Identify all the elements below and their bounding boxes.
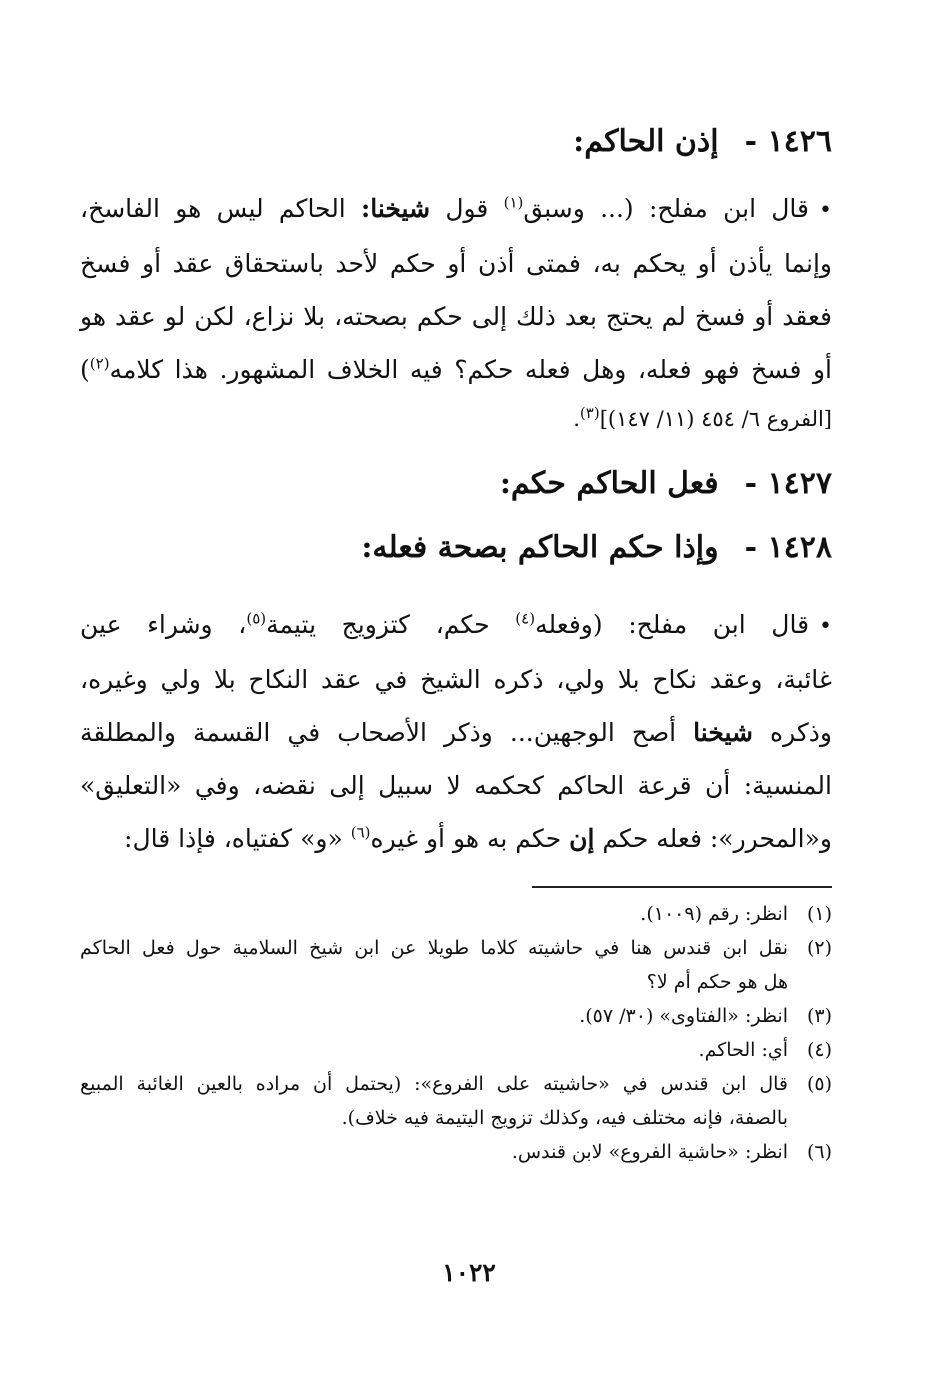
footnote-text xyxy=(80,931,788,999)
footnote-marker[interactable]: (١) xyxy=(503,193,524,212)
footnote-number: (٢) xyxy=(806,937,832,959)
footnote xyxy=(80,897,832,931)
text-line: وإنما يأذن أو يحكم به، فمتى أذن أو حكم لأحد باستحقاق عقد أو فسخ xyxy=(80,249,832,278)
footnote-number: (٤) xyxy=(806,1039,832,1061)
emphasis-text: شيخنا: xyxy=(361,194,431,223)
heading-number: ١٤٢٨ - xyxy=(744,530,832,565)
footnote-line: انظر: رقم (١٠٠٩). xyxy=(640,903,788,925)
footnote-text xyxy=(80,999,788,1033)
footnote-marker[interactable]: (٦) xyxy=(350,823,371,842)
text-run: قول xyxy=(430,194,504,223)
text-line xyxy=(80,343,832,396)
footnote-line: أي: الحاكم. xyxy=(698,1039,788,1061)
footnote-line: بالصفة، فإنه مختلف فيه، وكذلك تزويج اليتيمة فيه خلاف). xyxy=(341,1107,788,1129)
text-line xyxy=(80,812,832,865)
text-run: أصح الوجهين... وذكر الأصحاب في القسمة والمطلقة xyxy=(80,718,694,747)
footnote-number: (١) xyxy=(806,903,832,925)
footnote-text xyxy=(80,897,788,931)
footnote-divider xyxy=(532,886,832,888)
heading-title: فعل الحاكم حكم: xyxy=(499,466,719,501)
text-run: ) xyxy=(80,355,90,384)
heading-title: إذن الحاكم: xyxy=(573,124,719,159)
footnote-line: انظر: «الفتاوى» (٣٠/ ٥٧). xyxy=(579,1005,788,1027)
bullet-icon: • xyxy=(819,198,832,223)
page-body xyxy=(80,110,832,865)
text-run: «و» كفتياه، فإذا قال: xyxy=(124,824,351,853)
footnotes xyxy=(80,897,832,1169)
footnote-number: (٦) xyxy=(806,1141,832,1163)
text-line xyxy=(80,182,832,237)
text-run: قال ابن مفلح: (... وسبق xyxy=(523,194,810,223)
text-line xyxy=(80,598,832,653)
bullet-icon: • xyxy=(819,614,832,639)
text-run: . xyxy=(573,407,580,431)
footnote xyxy=(80,1067,832,1135)
page-number: ١٠٢٢ xyxy=(442,1258,496,1287)
text-run: ، وشراء عين xyxy=(80,610,247,639)
heading-number: ١٤٢٦ - xyxy=(744,124,832,159)
source-reference: [الفروع ٦/ ٤٥٤ (١١/ ١٤٧)] xyxy=(599,407,832,431)
footnote-marker[interactable]: (٢) xyxy=(89,354,110,373)
footnote-marker[interactable]: (٣) xyxy=(579,404,600,422)
text-line: المنسية: أن قرعة الحاكم كحكمه لا سبيل إلى نقضه، وفي «التعليق» xyxy=(80,771,832,800)
footnote-line: انظر: «حاشية الفروع» لابن قندس. xyxy=(511,1141,788,1163)
text-run: قال ابن مفلح: (وفعله xyxy=(535,610,810,639)
footnote xyxy=(80,931,832,999)
paragraph-1428 xyxy=(80,598,832,865)
heading-1426 xyxy=(80,110,832,174)
footnote xyxy=(80,1033,832,1067)
footnote xyxy=(80,1135,832,1169)
footnote-number: (٥) xyxy=(806,1073,832,1095)
footnote-text xyxy=(80,1135,788,1169)
text-run: حكم، كتزويج يتيمة xyxy=(266,610,516,639)
emphasis-text: إن xyxy=(569,824,595,853)
footnote-line: نقل ابن قندس هنا في حاشيته كلاما طويلا عن ابن شيخ السلامية حول فعل الحاكم xyxy=(80,937,788,959)
paragraph-1426 xyxy=(80,182,832,442)
footnote xyxy=(80,999,832,1033)
text-line xyxy=(80,706,832,759)
heading-1428 xyxy=(80,516,832,580)
text-line: غائبة، وعقد نكاح بلا ولي، ذكره الشيخ في عقد النكاح بلا ولي وغيره، xyxy=(80,665,832,694)
text-run: و«المحرر»: فعله حكم xyxy=(594,824,832,853)
footnote-marker[interactable]: (٥) xyxy=(246,609,267,628)
text-line: فعقد أو فسخ لم يحتج بعد ذلك إلى حكم بصحته، بلا نزاع، لكن لو عقد هو xyxy=(80,302,832,331)
footnote-line: قال ابن قندس في «حاشيته على الفروع»: (يحتمل أن مراده بالعين الغائبة المبيع xyxy=(80,1073,788,1095)
text-run: حكم به هو أو غيره xyxy=(370,824,570,853)
text-run: وذكره xyxy=(752,718,832,747)
footnote-line: هل هو حكم أم لا؟ xyxy=(646,971,788,993)
text-line xyxy=(80,396,832,442)
footnote-marker[interactable]: (٤) xyxy=(515,609,536,628)
heading-title: وإذا حكم الحاكم بصحة فعله: xyxy=(361,530,719,565)
emphasis-text: شيخنا xyxy=(693,718,753,747)
heading-number: ١٤٢٧ - xyxy=(744,466,832,501)
footnote-text xyxy=(80,1033,788,1067)
footnote-text xyxy=(80,1067,788,1135)
text-run: أو فسخ فهو فعله، وهل فعله حكم؟ فيه الخلاف المشهور. هذا كلامه xyxy=(109,355,832,384)
footnote-number: (٣) xyxy=(806,1005,832,1027)
heading-1427 xyxy=(80,452,832,516)
text-run: الحاكم ليس هو الفاسخ، xyxy=(80,194,362,223)
